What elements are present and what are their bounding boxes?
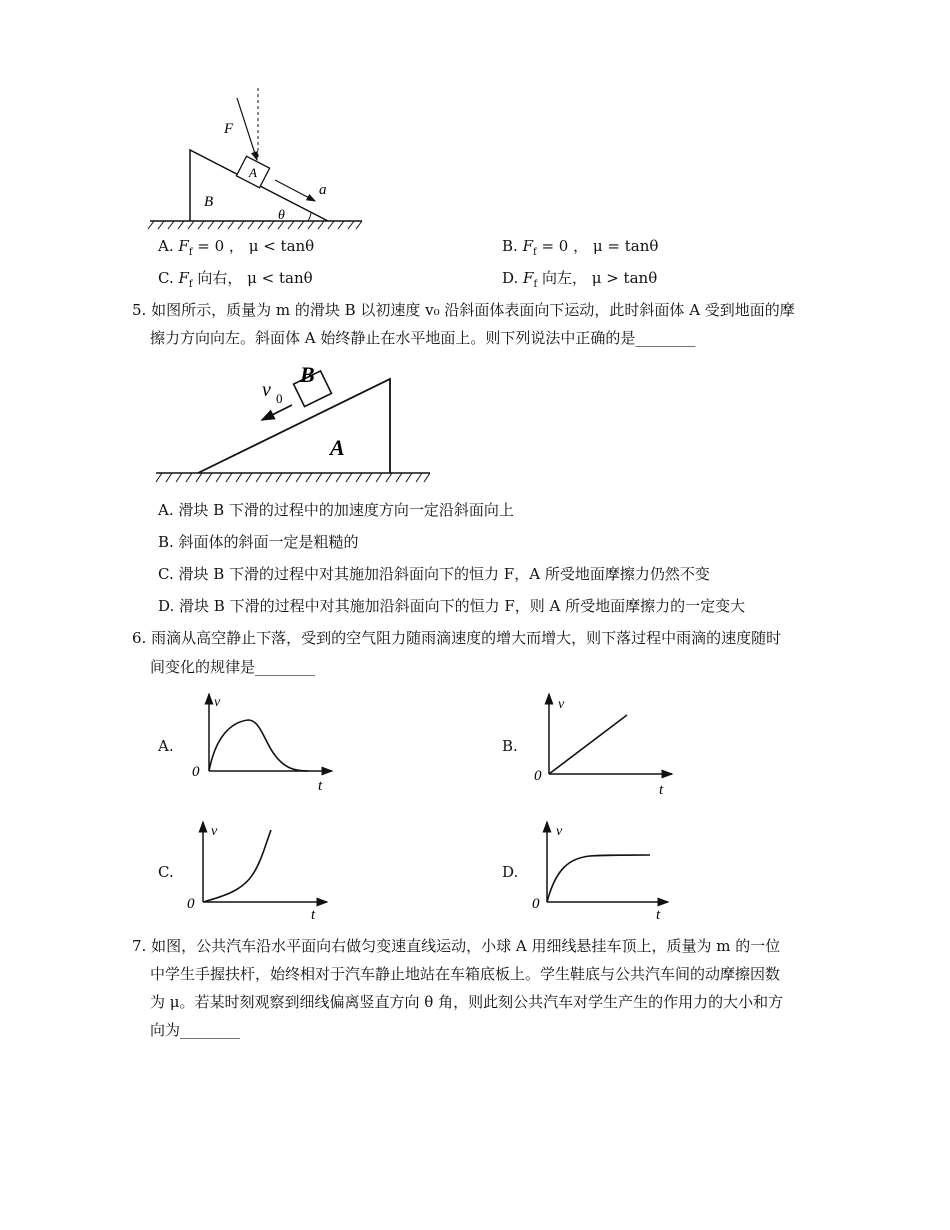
q7-stem-line2: 中学生手握扶杆，始终相对于汽车静止地站在车箱底板上。学生鞋底与公共汽车间的动摩擦因数 [150, 965, 781, 983]
origin-label: 0 [192, 764, 200, 780]
q4-option-c[interactable]: C. $F_f$ 向右， μ < tanθ [158, 269, 313, 290]
q6-option-c-label[interactable]: C. [158, 863, 174, 881]
slider-b-label: B [300, 362, 315, 387]
q5-option-c[interactable]: C. 滑块 B 下滑的过程中对其施加沿斜面向下的恒力 F，A 所受地面摩擦力仍然不变 [158, 565, 710, 583]
force-f-label: F [224, 121, 234, 137]
q6-graph-c[interactable] [185, 818, 335, 928]
q6-option-a-label[interactable]: A. [158, 737, 174, 755]
q7-stem-line3: 为 μ。若某时刻观察到细线偏离竖直方向 θ 角，则此刻公共汽车对学生产生的作用力的大小和方 [150, 993, 784, 1011]
q5-option-a[interactable]: A. 滑块 B 下滑的过程中的加速度方向一定沿斜面向上 [158, 501, 514, 519]
block-a-label: A [249, 165, 257, 180]
origin-label: 0 [187, 896, 195, 912]
incline-a-label: A [330, 435, 345, 460]
q6-option-b-label[interactable]: B. [502, 737, 518, 755]
wedge-b-label: B [204, 194, 214, 210]
velocity-sub-label: 0 [276, 391, 283, 406]
q4-option-d[interactable]: D. $F_f$ 向左， μ > tanθ [502, 269, 658, 290]
v-axis-label: v [214, 695, 221, 710]
q4-option-b[interactable]: B. $F_f = 0$ ， μ = tanθ [502, 237, 659, 258]
q6-stem-line2: 间变化的规律是________ [150, 658, 316, 676]
q5-incline-figure [150, 358, 440, 488]
v-axis-label: v [556, 824, 563, 839]
q5-stem-line2: 擦力方向向左。斜面体 A 始终静止在水平地面上。则下列说法中正确的是________ [150, 329, 696, 347]
q4-incline-figure [140, 80, 380, 240]
q6-graph-a[interactable] [190, 690, 340, 800]
q5-stem-line1: 5. 如图所示，质量为 m 的滑块 B 以初速度 v₀ 沿斜面体表面向下运动，此时斜面体 A 受到地面的摩 [132, 301, 795, 319]
accel-a-label: a [319, 182, 327, 198]
origin-label: 0 [534, 768, 542, 784]
q6-graph-b[interactable] [532, 690, 682, 800]
v-axis-label: v [558, 697, 565, 712]
origin-label: 0 [532, 896, 540, 912]
t-axis-label: t [656, 907, 661, 923]
q7-stem-line1: 7. 如图，公共汽车沿水平面向右做匀变速直线运动，小球 A 用细线悬挂车顶上，质量为 m 的一位 [132, 937, 781, 955]
theta-label: θ [278, 208, 285, 223]
t-axis-label: t [659, 782, 664, 798]
t-axis-label: t [318, 778, 323, 794]
q5-option-d[interactable]: D. 滑块 B 下滑的过程中对其施加沿斜面向下的恒力 F，则 A 所受地面摩擦力的一定变大 [158, 597, 746, 615]
q7-stem-line4: 向为________ [150, 1021, 241, 1039]
velocity-v-label: v [262, 379, 271, 401]
q6-graph-d[interactable] [530, 818, 680, 928]
q4-option-a[interactable]: A. $F_f = 0$ ， μ < tanθ [158, 237, 315, 258]
t-axis-label: t [311, 907, 316, 923]
v-axis-label: v [211, 824, 218, 839]
q6-option-d-label[interactable]: D. [502, 863, 519, 881]
q6-stem-line1: 6. 雨滴从高空静止下落，受到的空气阻力随雨滴速度的增大而增大，则下落过程中雨滴的速度随时 [132, 629, 782, 647]
q5-option-b[interactable]: B. 斜面体的斜面一定是粗糙的 [158, 533, 359, 551]
